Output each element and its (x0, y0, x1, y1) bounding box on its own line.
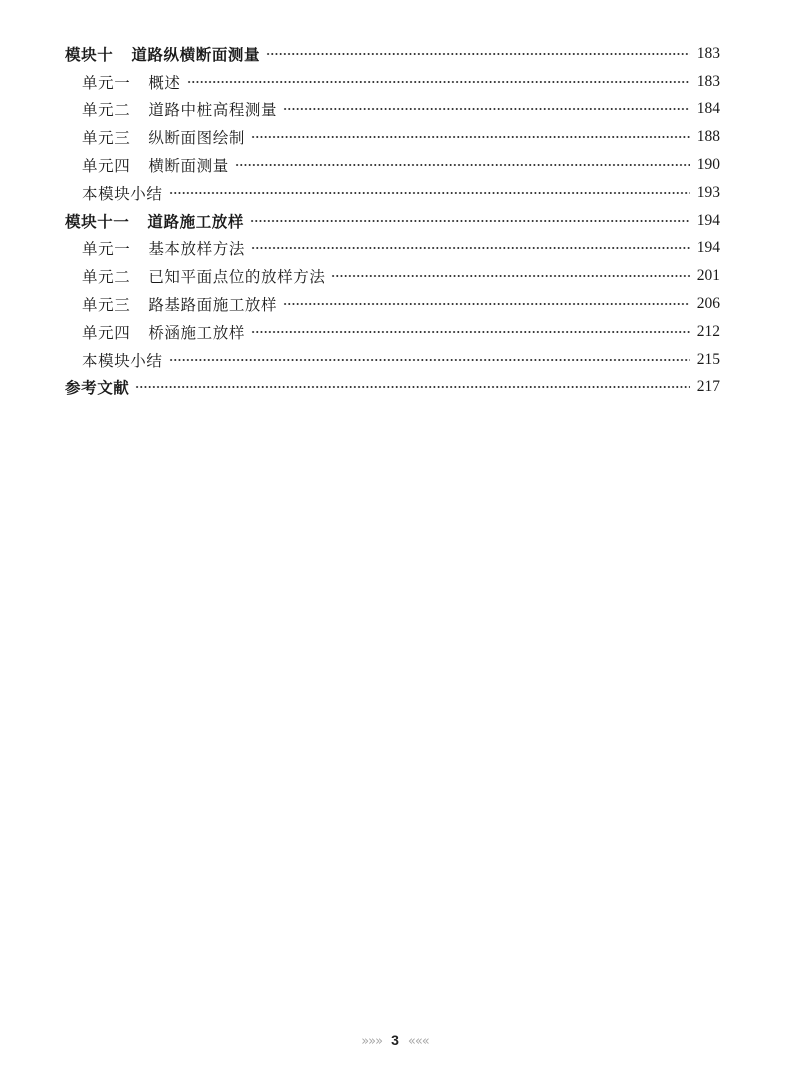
toc-entry-references[interactable] (65, 374, 720, 402)
toc-entry-unit[interactable] (65, 262, 720, 290)
toc-entry-page: 206 (696, 295, 720, 313)
dot-leader (135, 385, 690, 389)
toc-entry-summary[interactable] (65, 346, 720, 374)
toc-entry-number: 单元三 (82, 296, 131, 315)
toc-entry-number: 单元二 (82, 101, 131, 120)
toc-entry-title: 基本放样方法 (148, 240, 245, 259)
dot-leader (283, 302, 690, 306)
dot-leader (169, 358, 690, 362)
page-footer (0, 1032, 790, 1049)
left-chevron-ornament: »»» (361, 1034, 383, 1049)
dot-leader (169, 191, 690, 195)
dot-leader (251, 246, 690, 250)
toc-entry-unit[interactable] (65, 68, 720, 96)
dot-leader (235, 163, 690, 167)
toc-entry-page: 188 (696, 128, 720, 146)
toc-entry-page: 183 (696, 44, 720, 62)
toc-entry-page: 215 (696, 350, 720, 368)
toc-entry-title: 道路纵横断面测量 (131, 45, 261, 64)
toc-entry-title: 本模块小结 (82, 351, 163, 370)
page-number: 3 (391, 1032, 399, 1048)
toc-entry-title: 本模块小结 (82, 184, 163, 203)
toc-entry-unit[interactable] (65, 151, 720, 179)
toc-entry-number: 单元四 (82, 157, 131, 176)
toc-entry-title: 参考文献 (65, 379, 130, 398)
toc-entry-title: 道路中桩高程测量 (148, 101, 278, 120)
dot-leader (251, 330, 690, 334)
toc-entry-number: 模块十 (65, 45, 114, 64)
toc-entry-page: 212 (696, 322, 720, 340)
toc-entry-number: 单元三 (82, 129, 131, 148)
dot-leader (283, 107, 690, 111)
toc-entry-page: 194 (696, 211, 720, 229)
toc-entry-module[interactable] (65, 207, 720, 235)
dot-leader (331, 274, 690, 278)
right-chevron-ornament: ««« (407, 1034, 429, 1049)
toc-entry-title: 道路施工放样 (147, 212, 245, 231)
dot-leader (187, 80, 690, 84)
toc-entry-title: 已知平面点位的放样方法 (148, 268, 326, 287)
toc-entry-unit[interactable] (65, 235, 720, 263)
dot-leader (266, 52, 690, 56)
toc-entry-number: 模块十一 (65, 212, 130, 231)
toc-entry-unit[interactable] (65, 290, 720, 318)
toc-entry-page: 190 (696, 156, 720, 174)
toc-entry-page: 183 (696, 72, 720, 90)
table-of-contents (65, 40, 720, 401)
toc-entry-title: 路基路面施工放样 (148, 296, 278, 315)
toc-entry-page: 194 (696, 239, 720, 257)
toc-entry-title: 横断面测量 (148, 157, 229, 176)
toc-entry-unit[interactable] (65, 318, 720, 346)
toc-entry-title: 纵断面图绘制 (148, 129, 245, 148)
toc-entry-title: 桥涵施工放样 (148, 323, 245, 342)
toc-entry-number: 单元四 (82, 323, 131, 342)
dot-leader (250, 219, 690, 223)
toc-entry-number: 单元一 (82, 73, 131, 92)
toc-entry-unit[interactable] (65, 96, 720, 124)
toc-entry-page: 201 (696, 267, 720, 285)
toc-entry-number: 单元一 (82, 240, 131, 259)
dot-leader (251, 135, 690, 139)
toc-entry-page: 193 (696, 183, 720, 201)
toc-entry-summary[interactable] (65, 179, 720, 207)
toc-entry-page: 217 (696, 378, 720, 396)
toc-entry-title: 概述 (148, 73, 181, 92)
toc-entry-page: 184 (696, 100, 720, 118)
toc-entry-module[interactable] (65, 40, 720, 68)
toc-entry-unit[interactable] (65, 123, 720, 151)
toc-entry-number: 单元二 (82, 268, 131, 287)
